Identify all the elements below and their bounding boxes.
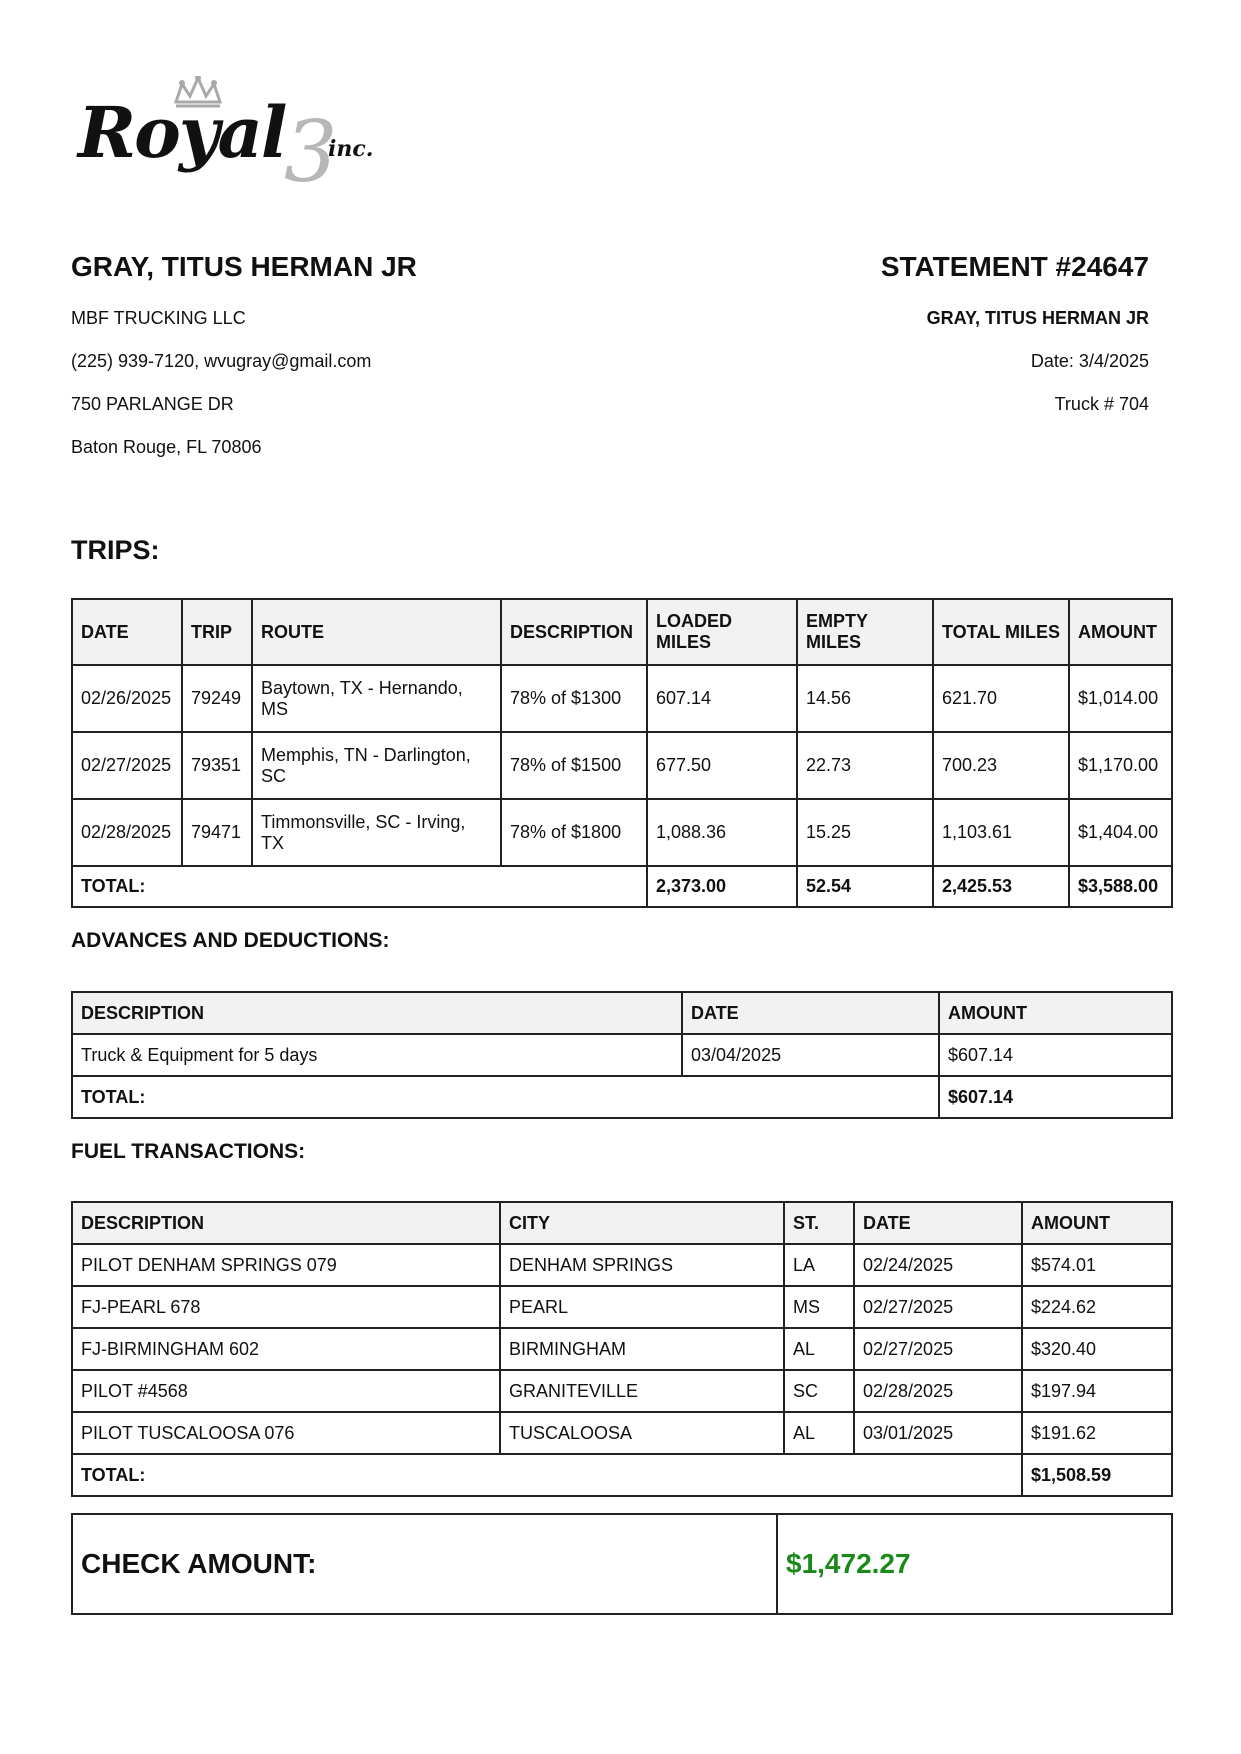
table-cell: 02/27/2025 xyxy=(72,732,182,799)
table-cell: 02/27/2025 xyxy=(854,1286,1022,1328)
table-cell: Truck & Equipment for 5 days xyxy=(72,1034,682,1076)
statement-name: GRAY, TITUS HERMAN JR xyxy=(926,308,1149,328)
check-row xyxy=(72,1514,1172,1614)
advances-table xyxy=(71,991,1173,1119)
table-cell: PEARL xyxy=(500,1286,784,1328)
driver-address-line2: Baton Rouge, FL 70806 xyxy=(71,437,262,457)
check-amount-label: CHECK AMOUNT: xyxy=(72,1514,777,1614)
column-header: DATE xyxy=(682,992,939,1034)
driver-address-line1: 750 PARLANGE DR xyxy=(71,394,234,414)
total-label: TOTAL: xyxy=(72,866,647,907)
table-cell: 02/27/2025 xyxy=(854,1328,1022,1370)
table-cell: Baytown, TX - Hernando, MS xyxy=(252,665,501,732)
statement-truck: Truck # 704 xyxy=(1054,394,1149,414)
total-row xyxy=(72,866,1172,907)
column-header: AMOUNT xyxy=(1069,599,1172,665)
table-row xyxy=(72,1328,1172,1370)
company-logo xyxy=(76,76,386,201)
statement-date: Date: 3/4/2025 xyxy=(1030,351,1149,371)
table-cell: 79249 xyxy=(182,665,252,732)
logo-three: 3 xyxy=(284,103,338,201)
table-row xyxy=(72,665,1172,732)
table-cell: 607.14 xyxy=(647,665,797,732)
check-amount-box xyxy=(71,1513,1173,1615)
driver-name: GRAY, TITUS HERMAN JR xyxy=(71,251,417,282)
table-cell: $574.01 xyxy=(1022,1244,1172,1286)
total-row xyxy=(72,1076,1172,1118)
table-cell: BIRMINGHAM xyxy=(500,1328,784,1370)
table-cell: 78% of $1800 xyxy=(501,799,647,866)
table-cell: 78% of $1500 xyxy=(501,732,647,799)
total-label: TOTAL: xyxy=(72,1076,939,1118)
table-cell: AL xyxy=(784,1328,854,1370)
table-row xyxy=(72,1034,1172,1076)
table-row xyxy=(72,1370,1172,1412)
table-cell: 15.25 xyxy=(797,799,933,866)
column-header: LOADED MILES xyxy=(647,599,797,665)
table-cell: $1,014.00 xyxy=(1069,665,1172,732)
table-cell: 03/04/2025 xyxy=(682,1034,939,1076)
fuel-table xyxy=(71,1201,1173,1497)
table-header-row xyxy=(72,1202,1172,1244)
table-cell: 1,088.36 xyxy=(647,799,797,866)
table-cell: Memphis, TN - Darlington, SC xyxy=(252,732,501,799)
logo-wordmark: Royal xyxy=(78,91,286,174)
table-row xyxy=(72,799,1172,866)
advances-heading: ADVANCES AND DEDUCTIONS: xyxy=(71,929,390,952)
column-header: EMPTY MILES xyxy=(797,599,933,665)
statement-title: STATEMENT #24647 xyxy=(880,251,1149,282)
table-cell: SC xyxy=(784,1370,854,1412)
table-cell: $1,170.00 xyxy=(1069,732,1172,799)
table-cell: 79351 xyxy=(182,732,252,799)
column-header: TRIP xyxy=(182,599,252,665)
trips-table xyxy=(71,598,1173,908)
table-cell: 02/28/2025 xyxy=(72,799,182,866)
total-miles: 2,425.53 xyxy=(933,866,1069,907)
table-row xyxy=(72,1286,1172,1328)
table-cell: 621.70 xyxy=(933,665,1069,732)
table-cell: PILOT #4568 xyxy=(72,1370,500,1412)
fuel-heading: FUEL TRANSACTIONS: xyxy=(71,1140,306,1163)
table-cell: PILOT DENHAM SPRINGS 079 xyxy=(72,1244,500,1286)
total-row xyxy=(72,1454,1172,1496)
table-cell: DENHAM SPRINGS xyxy=(500,1244,784,1286)
table-cell: LA xyxy=(784,1244,854,1286)
total-label: TOTAL: xyxy=(72,1454,1022,1496)
table-cell: 02/24/2025 xyxy=(854,1244,1022,1286)
column-header: AMOUNT xyxy=(939,992,1172,1034)
total-loaded-miles: 2,373.00 xyxy=(647,866,797,907)
table-cell: 1,103.61 xyxy=(933,799,1069,866)
column-header: CITY xyxy=(500,1202,784,1244)
total-amount: $3,588.00 xyxy=(1069,866,1172,907)
check-amount-value: $1,472.27 xyxy=(777,1514,1172,1614)
total-empty-miles: 52.54 xyxy=(797,866,933,907)
table-cell: 02/28/2025 xyxy=(854,1370,1022,1412)
table-cell: GRANITEVILLE xyxy=(500,1370,784,1412)
table-cell: AL xyxy=(784,1412,854,1454)
table-cell: 22.73 xyxy=(797,732,933,799)
column-header: DESCRIPTION xyxy=(72,1202,500,1244)
table-header-row xyxy=(72,992,1172,1034)
table-cell: 700.23 xyxy=(933,732,1069,799)
total-amount: $1,508.59 xyxy=(1022,1454,1172,1496)
table-cell: $1,404.00 xyxy=(1069,799,1172,866)
table-cell: 02/26/2025 xyxy=(72,665,182,732)
table-cell: TUSCALOOSA xyxy=(500,1412,784,1454)
column-header: DATE xyxy=(854,1202,1022,1244)
table-cell: 78% of $1300 xyxy=(501,665,647,732)
table-cell: $224.62 xyxy=(1022,1286,1172,1328)
column-header: AMOUNT xyxy=(1022,1202,1172,1244)
table-cell: 79471 xyxy=(182,799,252,866)
table-cell: Timmonsville, SC - Irving, TX xyxy=(252,799,501,866)
table-cell: 14.56 xyxy=(797,665,933,732)
table-row xyxy=(72,1244,1172,1286)
table-cell: 677.50 xyxy=(647,732,797,799)
table-cell: $191.62 xyxy=(1022,1412,1172,1454)
column-header: ST. xyxy=(784,1202,854,1244)
table-cell: $320.40 xyxy=(1022,1328,1172,1370)
driver-company: MBF TRUCKING LLC xyxy=(71,308,246,328)
table-cell: FJ-BIRMINGHAM 602 xyxy=(72,1328,500,1370)
table-cell: PILOT TUSCALOOSA 076 xyxy=(72,1412,500,1454)
table-header-row xyxy=(72,599,1172,665)
trips-heading: TRIPS: xyxy=(71,535,160,565)
column-header: DESCRIPTION xyxy=(501,599,647,665)
table-row xyxy=(72,732,1172,799)
driver-contact: (225) 939-7120, wvugray@gmail.com xyxy=(71,351,372,371)
column-header: ROUTE xyxy=(252,599,501,665)
column-header: DATE xyxy=(72,599,182,665)
total-amount: $607.14 xyxy=(939,1076,1172,1118)
column-header: DESCRIPTION xyxy=(72,992,682,1034)
logo-inc: inc. xyxy=(328,136,374,162)
table-cell: FJ-PEARL 678 xyxy=(72,1286,500,1328)
table-cell: $197.94 xyxy=(1022,1370,1172,1412)
table-cell: 03/01/2025 xyxy=(854,1412,1022,1454)
table-cell: MS xyxy=(784,1286,854,1328)
table-row xyxy=(72,1412,1172,1454)
column-header: TOTAL MILES xyxy=(933,599,1069,665)
table-cell: $607.14 xyxy=(939,1034,1172,1076)
